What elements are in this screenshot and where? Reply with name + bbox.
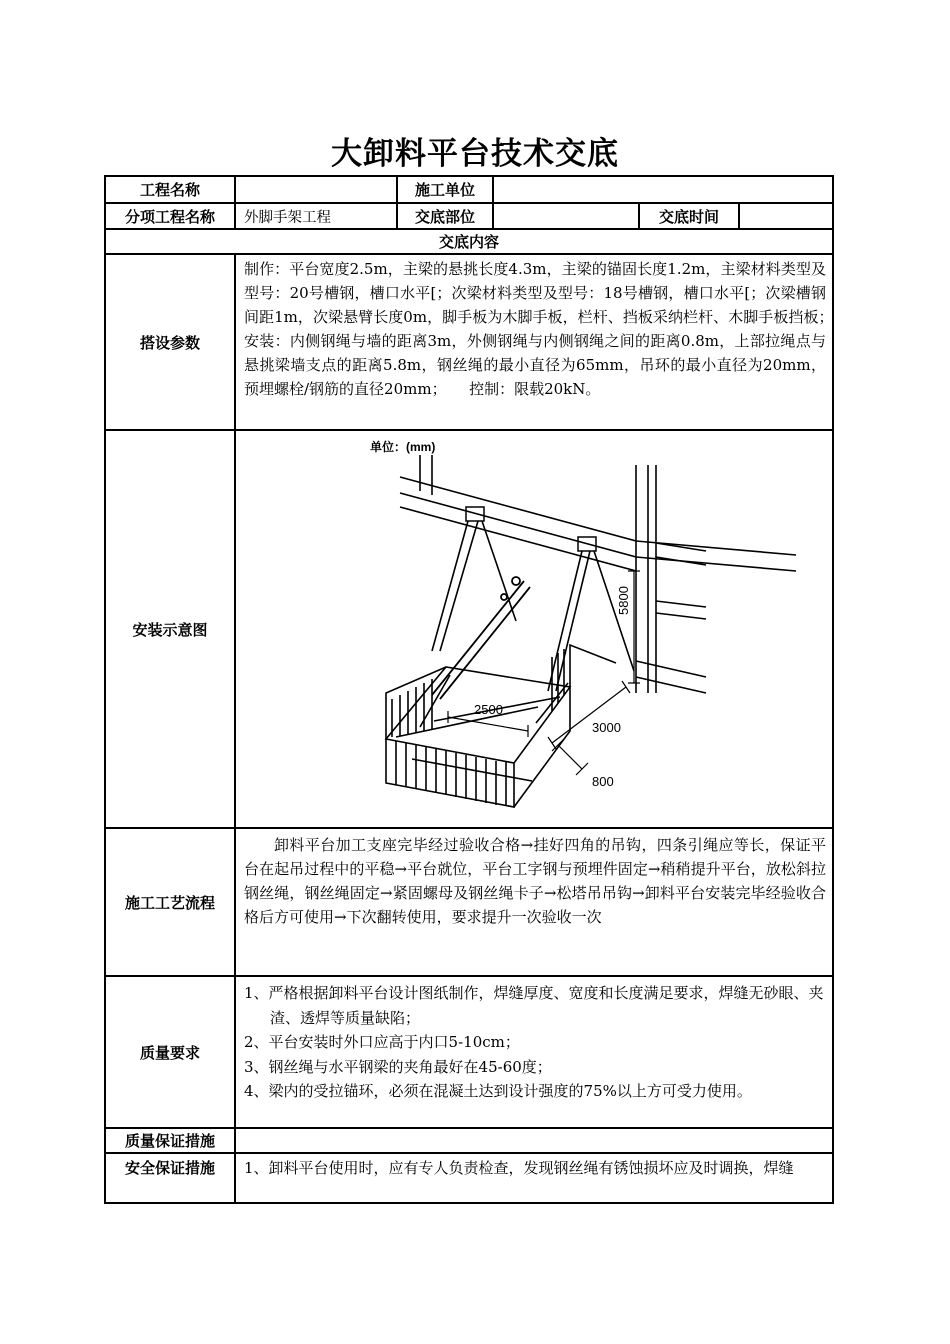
row-quality-assurance [105, 1128, 833, 1153]
row-params [105, 254, 833, 430]
quality-assurance-label: 质量保证措施 [105, 1128, 235, 1153]
row-quality [105, 976, 833, 1128]
quality-item: 2、平台安装时外口应高于内口5-10cm； [244, 1033, 520, 1051]
quality-item: 3、钢丝绳与水平钢梁的夹角最好在45-60度； [244, 1057, 552, 1076]
disclosure-time-field[interactable] [739, 203, 833, 229]
page-title: 大卸料平台技术交底 [331, 136, 619, 172]
dim-height-label: 5800 [616, 586, 631, 615]
construction-unit-field[interactable] [493, 176, 833, 203]
row-diagram [105, 430, 833, 828]
quality-assurance-field[interactable] [235, 1128, 833, 1153]
project-name-field[interactable] [235, 176, 397, 203]
row-safety [105, 1153, 833, 1203]
disclosure-part-field[interactable] [493, 203, 639, 229]
construction-unit-label: 施工单位 [397, 176, 493, 203]
process-label: 施工工艺流程 [105, 828, 235, 976]
sub-project-label: 分项工程名称 [105, 203, 235, 229]
sub-project-field[interactable]: 外脚手架工程 [235, 203, 397, 229]
section-header: 交底内容 [105, 229, 833, 254]
process-text: 卸料平台加工支座完毕经过验收合格→挂好四角的吊钩，四条引绳应等长，保证平台在起吊过程中的平稳→平台就位，平台工字钢与预埋件固定→稍稍提升平台，放松斜拉钢丝绳，钢丝绳固定→紧固螺母及钢丝绳卡子→松塔吊吊钩→卸料平台安装完毕经验收合格后方可使用→下次翻转使用，要求提升一次验收一次 [235, 828, 833, 976]
row-project-name [105, 176, 833, 203]
dim-width-label: 2500 [474, 702, 503, 717]
dim-rope-label: 800 [592, 774, 614, 789]
row-sub-project [105, 203, 833, 229]
diagram-cell [235, 430, 833, 828]
steel-ropes [432, 521, 634, 691]
diagram-label: 安装示意图 [105, 430, 235, 828]
quality-list [235, 976, 833, 1128]
quality-item: 4、梁内的受拉锚环，必须在混凝土达到设计强度的75%以上方可受力使用。 [244, 1082, 752, 1100]
disclosure-part-label: 交底部位 [397, 203, 493, 229]
unit-label: 单位：(mm) [370, 440, 436, 454]
installation-diagram [236, 431, 828, 825]
params-text: 制作：平台宽度2.5m，主梁的悬挑长度4.3m，主梁的锚固长度1.2m，主梁材料类型及型号：20号槽钢，槽口水平[；次梁材料类型及型号：18号槽钢，槽口水平[；次梁槽钢间距1m，次梁悬臂长度0m，脚手板为木脚手板，栏杆、挡板采纳栏杆、木脚手板挡板； 安装：内侧钢绳与墙的距离3m，外侧钢绳与内侧钢绳之间的距离0.8m，上部拉绳点与悬挑梁墙支点的距离5.8m，钢丝绳的最小直径为65mm，吊环的最小直径为20mm，预埋螺栓/钢筋的直径20mm； 控制：限载20kN。 [235, 254, 833, 430]
disclosure-table [104, 175, 857, 1204]
quality-label: 质量要求 [105, 976, 235, 1128]
safety-text: 1、卸料平台使用时，应有专人负责检查，发现钢丝绳有锈蚀损坏应及时调换，焊缝 [235, 1153, 833, 1203]
row-process [105, 828, 833, 976]
safety-label: 安全保证措施 [105, 1153, 235, 1203]
dim-wall-label: 3000 [592, 720, 621, 735]
quality-item: 1、严格根据卸料平台设计图纸制作，焊缝厚度、宽度和长度满足要求，焊缝无砂眼、夹渣、透焊等质量缺陷； [244, 984, 824, 1027]
building-frame [400, 455, 796, 693]
params-label: 搭设参数 [105, 254, 235, 430]
row-section-header [105, 229, 833, 254]
project-name-label: 工程名称 [105, 176, 235, 203]
disclosure-time-label: 交底时间 [639, 203, 739, 229]
